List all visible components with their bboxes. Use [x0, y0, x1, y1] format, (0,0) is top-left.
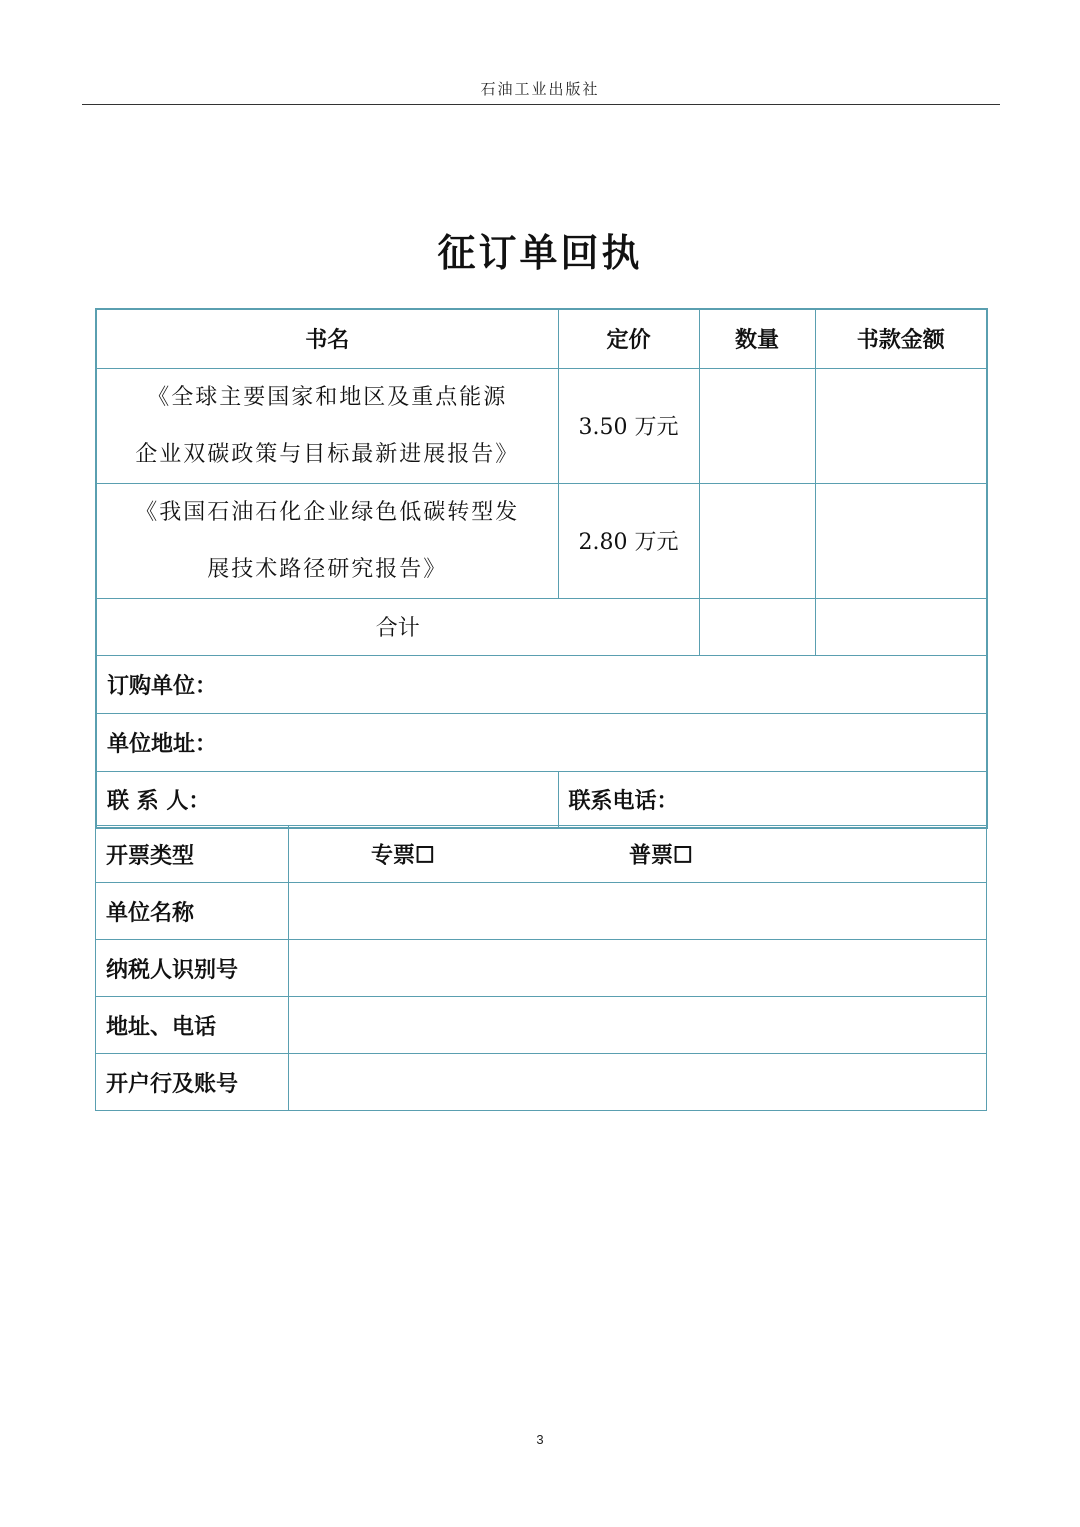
price-cell: 2.80 万元	[558, 483, 699, 598]
invoice-type-row	[96, 826, 987, 883]
publisher-header: 石油工业出版社	[480, 80, 600, 98]
bank-account-label: 开户行及账号	[96, 1054, 289, 1111]
table-row	[96, 997, 987, 1054]
contact-row	[96, 771, 987, 828]
taxpayer-id-label: 纳税人识别号	[96, 940, 289, 997]
price-cell: 3.50 万元	[558, 368, 699, 483]
col-book-name: 书名	[96, 309, 558, 368]
page-title: 征订单回执	[437, 230, 643, 275]
total-label: 合计	[96, 598, 699, 655]
total-row	[96, 598, 987, 655]
book-name-cell	[96, 483, 558, 598]
invoice-table	[95, 825, 987, 1111]
page-number: 3	[536, 1432, 544, 1447]
table-row	[96, 1054, 987, 1111]
company-name-label: 单位名称	[96, 883, 289, 940]
subscriber-field[interactable]: 订购单位：	[96, 655, 987, 713]
contact-field[interactable]: 联 系 人：	[96, 771, 558, 828]
book-name-cell	[96, 368, 558, 483]
invoice-type-label: 开票类型	[96, 826, 289, 883]
book-name-line: 企业双碳政策与目标最新进展报告》	[135, 441, 520, 467]
quantity-cell[interactable]	[699, 368, 815, 483]
table-row	[96, 483, 987, 598]
table-row	[96, 883, 987, 940]
quantity-cell[interactable]	[699, 483, 815, 598]
phone-field[interactable]: 联系电话：	[558, 771, 987, 828]
table-row	[96, 368, 987, 483]
normal-invoice-checkbox[interactable]: 普票☐	[629, 842, 693, 869]
book-name-line: 展技术路径研究报告》	[207, 556, 448, 582]
bank-account-field[interactable]	[289, 1054, 987, 1111]
invoice-type-options	[289, 826, 987, 883]
amount-cell[interactable]	[815, 483, 987, 598]
amount-cell[interactable]	[815, 368, 987, 483]
address-row	[96, 713, 987, 771]
header-rule	[82, 104, 1000, 105]
book-name-line: 《我国石油石化企业绿色低碳转型发	[135, 499, 520, 525]
col-quantity: 数量	[699, 309, 815, 368]
company-name-field[interactable]	[289, 883, 987, 940]
table-row	[96, 940, 987, 997]
subscriber-row	[96, 655, 987, 713]
order-table	[95, 308, 988, 829]
address-phone-label: 地址、电话	[96, 997, 289, 1054]
col-price: 定价	[558, 309, 699, 368]
total-quantity-cell[interactable]	[699, 598, 815, 655]
address-phone-field[interactable]	[289, 997, 987, 1054]
total-amount-cell[interactable]	[815, 598, 987, 655]
col-amount: 书款金额	[815, 309, 987, 368]
special-invoice-checkbox[interactable]: 专票☐	[371, 842, 435, 869]
taxpayer-id-field[interactable]	[289, 940, 987, 997]
order-header-row	[96, 309, 987, 368]
address-field[interactable]: 单位地址：	[96, 713, 987, 771]
book-name-line: 《全球主要国家和地区及重点能源	[147, 384, 508, 410]
